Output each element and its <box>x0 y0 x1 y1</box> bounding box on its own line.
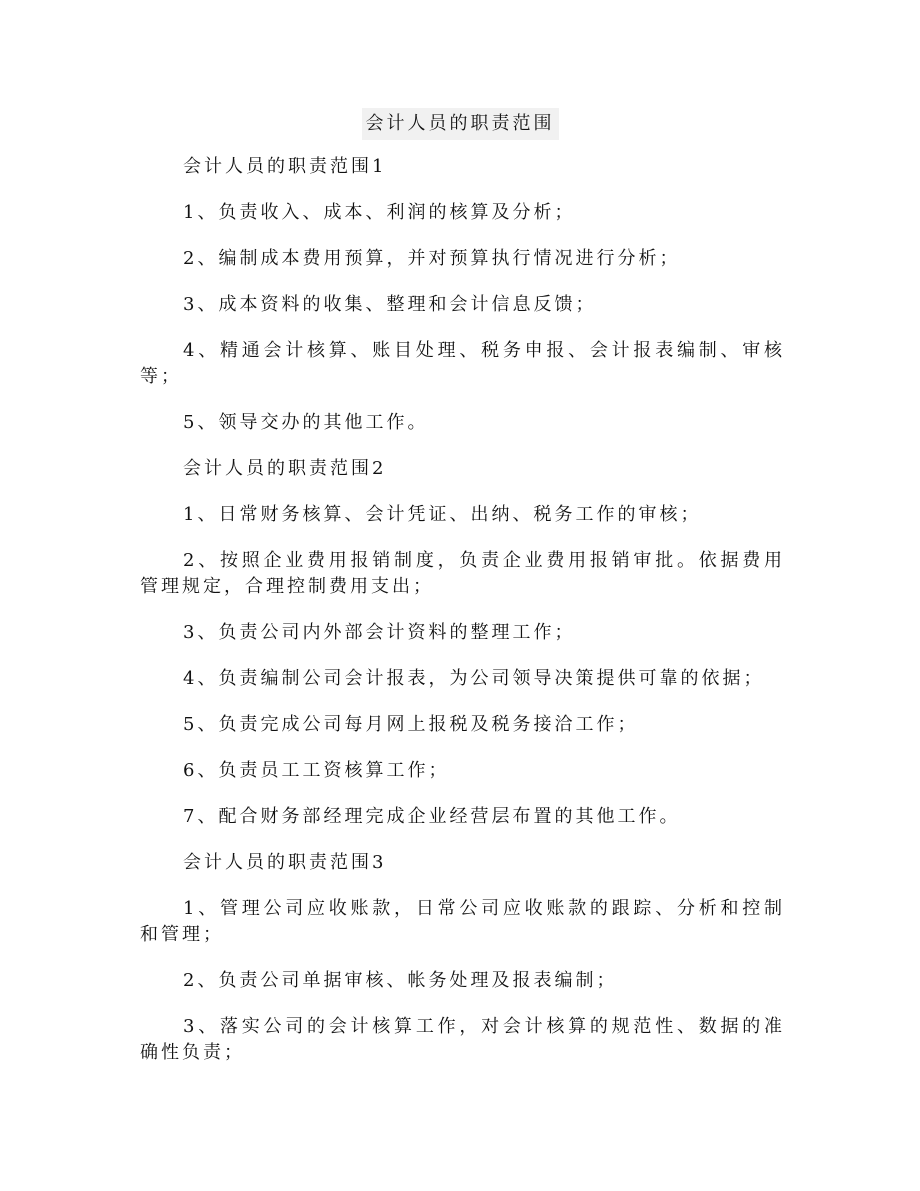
document-body <box>140 154 785 1086</box>
list-item: 3、落实公司的会计核算工作，对会计核算的规范性、数据的准确性负责； <box>140 1016 785 1063</box>
list-item: 5、负责完成公司每月网上报税及税务接洽工作； <box>183 714 639 735</box>
document-title: 会计人员的职责范围 <box>362 108 559 140</box>
section-heading: 会计人员的职责范围1 <box>183 156 387 177</box>
section-heading: 会计人员的职责范围2 <box>183 458 387 479</box>
list-item: 2、编制成本费用预算，并对预算执行情况进行分析； <box>183 248 681 269</box>
section-heading: 会计人员的职责范围3 <box>183 852 387 873</box>
list-item: 6、负责员工工资核算工作； <box>183 760 450 781</box>
list-item: 1、管理公司应收账款，日常公司应收账款的跟踪、分析和控制和管理； <box>140 898 785 945</box>
list-item: 2、负责公司单据审核、帐务处理及报表编制； <box>183 970 618 991</box>
list-item: 1、负责收入、成本、利润的核算及分析； <box>183 202 576 223</box>
list-item: 3、成本资料的收集、整理和会计信息反馈； <box>183 294 597 315</box>
list-item: 7、配合财务部经理完成企业经营层布置的其他工作。 <box>183 806 681 827</box>
list-item: 2、按照企业费用报销制度，负责企业费用报销审批。依据费用管理规定，合理控制费用支出； <box>140 550 785 597</box>
title-container <box>0 108 920 140</box>
list-item: 3、负责公司内外部会计资料的整理工作； <box>183 622 576 643</box>
list-item: 4、负责编制公司会计报表，为公司领导决策提供可靠的依据； <box>183 668 765 689</box>
list-item: 5、领导交办的其他工作。 <box>183 412 429 433</box>
list-item: 4、精通会计核算、账目处理、税务申报、会计报表编制、审核等； <box>140 340 785 387</box>
list-item: 1、日常财务核算、会计凭证、出纳、税务工作的审核； <box>183 504 702 525</box>
